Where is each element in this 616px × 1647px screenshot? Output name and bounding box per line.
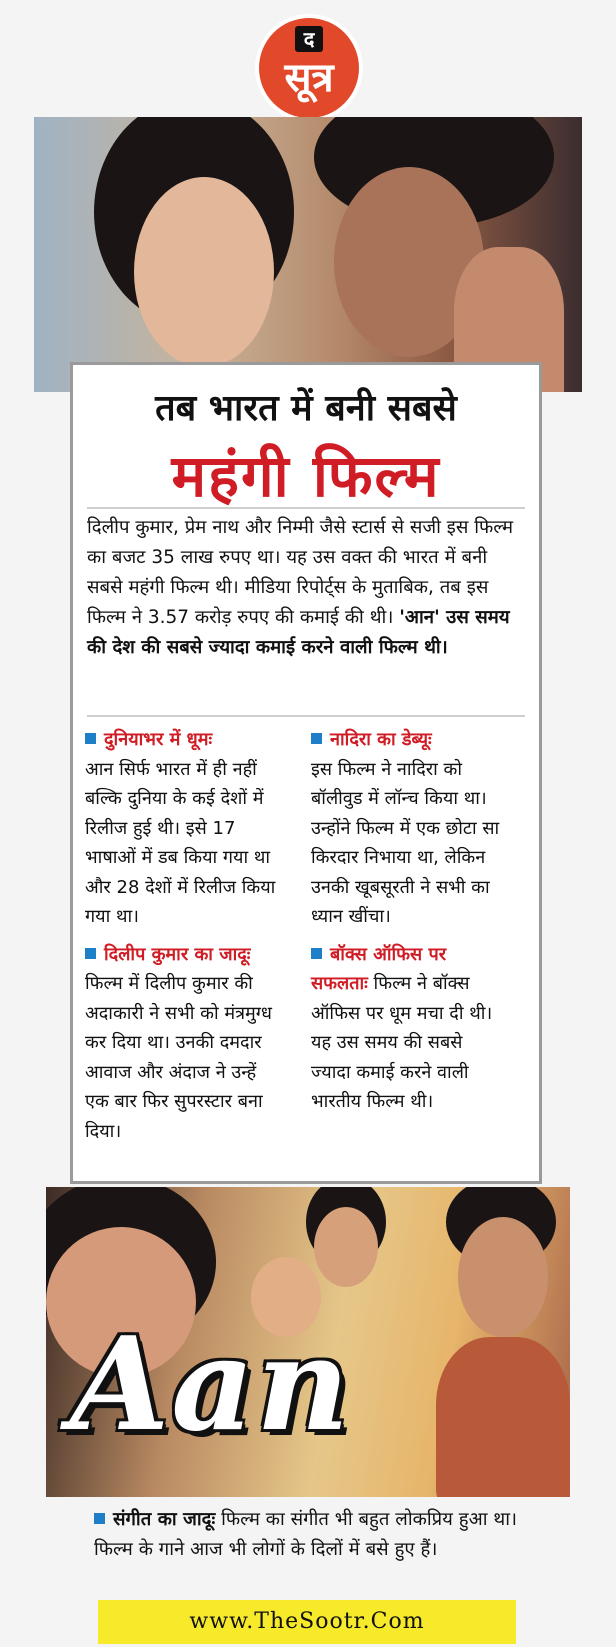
section-worldwide <box>85 725 281 932</box>
section-music <box>94 1505 534 1565</box>
bullet-square-icon <box>85 733 96 744</box>
intro-text: दिलीप कुमार, प्रेम नाथ और निम्मी जैसे स्टार्स से सजी इस फिल्म का बजट 35 लाख रुपए था। यह उस वक्त की भारत में बनी सबसे महंगी फिल्म थी। मीडिया रिपोर्ट्स के मुताबिक, तब इस फिल्म ने 3.57 करोड़ रुपए की कमाई की थी। <box>87 517 514 628</box>
headline-line2: महंगी फिल्म <box>171 442 441 510</box>
right-column <box>311 725 507 1125</box>
intro-divider <box>87 715 525 717</box>
section-title: नादिरा का डेब्यूः <box>330 729 432 750</box>
section-title: दुनियाभर में धूमः <box>104 729 213 750</box>
top-film-still <box>34 117 582 392</box>
the-sootr-logo <box>259 18 359 118</box>
section-title: संगीत का जादूः <box>113 1509 216 1530</box>
website-url[interactable]: www.TheSootr.Com <box>98 1600 516 1644</box>
section-box-office <box>311 940 507 1117</box>
intro-bold-text: 'आन' उस समय की देश की सबसे ज्यादा कमाई करने वाली फिल्म थी। <box>87 607 510 658</box>
section-nadira <box>311 725 507 932</box>
section-title: बॉक्स ऑफिस पर सफलताः <box>311 943 447 994</box>
left-column <box>85 725 281 1154</box>
poster-man-face <box>314 1207 378 1287</box>
bullet-square-icon <box>85 948 96 959</box>
section-body: आन सिर्फ भारत में ही नहीं बल्कि दुनिया के कई देशों में रिलीज हुई थी। इसे 17 भाषाओं में डब किया गया था और 28 देशों में रिलीज किया गया था। <box>85 758 276 927</box>
section-body: फिल्म ने बॉक्स ऑफिस पर धूम मचा दी थी। यह उस समय की सबसे ज्यादा कमाई करने वाली भारतीय फिल्म थी। <box>311 973 493 1112</box>
headline-line1: तब भारत में बनी सबसे <box>155 388 457 429</box>
poster-hero-face <box>458 1217 548 1337</box>
section-body: फिल्म का संगीत भी बहुत लोकप्रिय हुआ था। फिल्म के गाने आज भी लोगों के दिलों में बसे हुए हैं। <box>94 1509 518 1560</box>
headline-divider <box>87 507 525 509</box>
actress-face <box>134 177 274 367</box>
bullet-square-icon <box>311 948 322 959</box>
poster-hero-scarf <box>436 1337 570 1497</box>
intro-paragraph <box>87 513 527 663</box>
section-title: दिलीप कुमार का जादूः <box>104 943 251 965</box>
poster-title: Aan <box>70 1310 352 1460</box>
section-dilip-kumar <box>85 940 281 1147</box>
article-box <box>70 362 542 1184</box>
bullet-square-icon <box>94 1513 105 1524</box>
bullet-square-icon <box>311 733 322 744</box>
logo-da: द <box>295 26 323 52</box>
logo-sootr: सूत्र <box>284 55 334 101</box>
section-body: फिल्म में दिलीप कुमार की अदाकारी ने सभी को मंत्रमुग्ध कर दिया था। उनकी दमदार आवाज और अंदाज ने उन्हें एक बार फिर सुपरस्टार बना दिया। <box>85 973 272 1142</box>
section-body: इस फिल्म ने नादिरा को बॉलीवुड में लॉन्च किया था। उन्होंने फिल्म में एक छोटा सा किरदार निभाया था, लेकिन उनकी खूबसूरती ने सभी का ध्यान खींचा। <box>311 758 500 927</box>
